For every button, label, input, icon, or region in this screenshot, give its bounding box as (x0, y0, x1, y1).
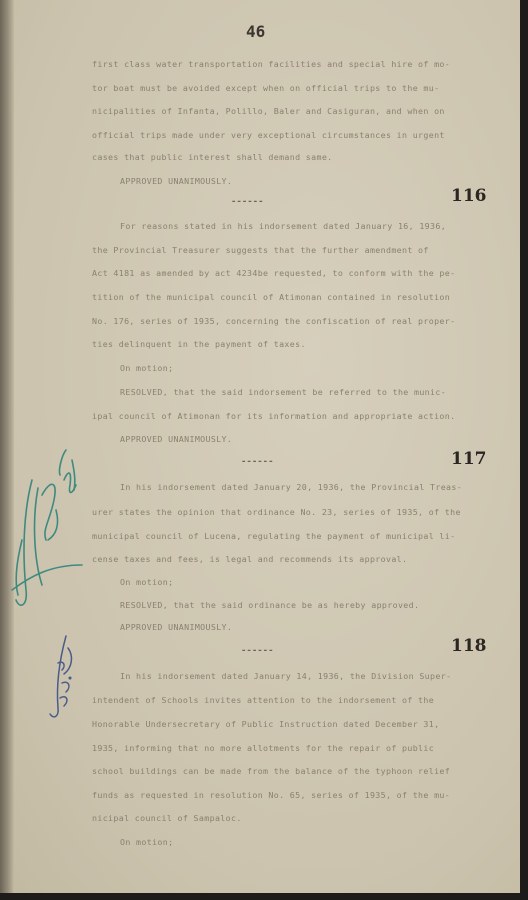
text-line: municipal council of Lucena, regulating the payment of municipal li- (92, 531, 456, 541)
text-line: the Provincial Treasurer suggests that the further amendment of (92, 245, 429, 255)
separator: ------ (231, 197, 264, 207)
text-line: cense taxes and fees, is legal and recommends its approval. (92, 554, 408, 564)
text-line: ipal council of Atimonan for its information and appropriate action. (92, 411, 456, 421)
resolution-number-117: 117 (451, 449, 487, 469)
text-line: nicipal council of Sampaloc. (92, 813, 242, 823)
text-line: For reasons stated in his indorsement dated January 16, 1936, (120, 221, 447, 231)
text-line: In his indorsement dated January 20, 1936, the Provincial Treas- (120, 482, 463, 492)
text-line: RESOLVED, that the said indorsement be referred to the munic- (120, 387, 447, 397)
text-line: first class water transportation facilities and special hire of mo- (92, 59, 451, 69)
resolution-number-118: 118 (451, 636, 487, 656)
text-line: funds as requested in resolution No. 65, series of 1935, of the mu- (92, 790, 451, 800)
scan-edge (520, 0, 528, 900)
handwritten-signature-teal (2, 440, 92, 640)
on-motion: On motion; (120, 363, 174, 373)
approved-unanimously: APPROVED UNANIMOUSLY. (120, 622, 233, 632)
text-line: RESOLVED, that the said ordinance be as hereby approved. (120, 600, 420, 610)
text-line: Act 4181 as amended by act 4234be requested, to conform with the pe- (92, 268, 456, 278)
text-line: No. 176, series of 1935, concerning the confiscation of real proper- (92, 316, 456, 326)
text-line: In his indorsement dated January 14, 1936, the Division Super- (120, 671, 452, 681)
handwritten-initials-blue (44, 628, 80, 728)
approved-unanimously: APPROVED UNANIMOUSLY. (120, 176, 233, 186)
text-line: intendent of Schools invites attention to the indorsement of the (92, 695, 435, 705)
text-line: tition of the municipal council of Atimonan contained in resolution (92, 292, 451, 302)
separator: ------ (241, 457, 274, 467)
scan-bottom-edge (0, 893, 528, 900)
text-line: cases that public interest shall demand same. (92, 152, 333, 162)
text-line: 1935, informing that no more allotments for the repair of public (92, 743, 435, 753)
resolution-number-116: 116 (451, 186, 487, 206)
separator: ------ (241, 646, 274, 656)
text-line: school buildings can be made from the balance of the typhoon relief (92, 766, 451, 776)
approved-unanimously: APPROVED UNANIMOUSLY. (120, 434, 233, 444)
text-line: urer states the opinion that ordinance No. 23, series of 1935, of the (92, 507, 461, 517)
text-line: tor boat must be avoided except when on official trips to the mu- (92, 83, 440, 93)
on-motion: On motion; (120, 577, 174, 587)
page-number: 46 (246, 22, 266, 41)
text-line: Honorable Undersecretary of Public Instruction dated December 31, (92, 719, 440, 729)
text-line: ties delinquent in the payment of taxes. (92, 339, 306, 349)
on-motion: On motion; (120, 837, 174, 847)
text-line: official trips made under very exceptional circumstances in urgent (92, 130, 445, 140)
text-line: nicipalities of Infanta, Polillo, Baler and Casiguran, and when on (92, 106, 445, 116)
